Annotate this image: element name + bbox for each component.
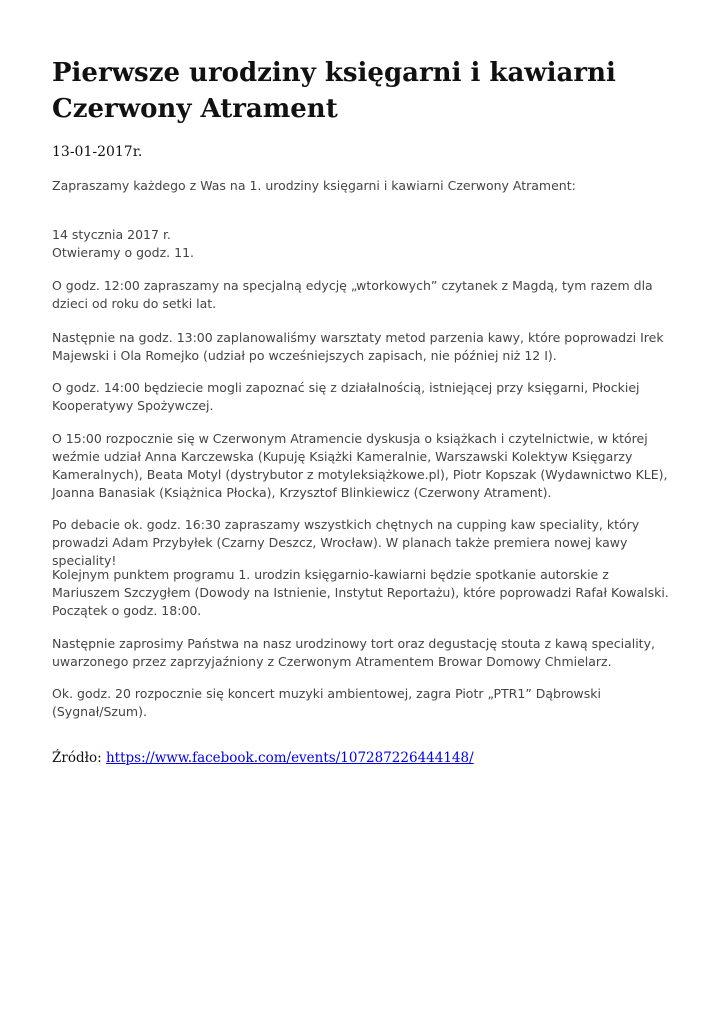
paragraph-7: Następnie zaprosimy Państwa na nasz urodzinowy tort oraz degustację stouta z kawą speciality, uwarzonego przez zaprzyjaźniony z Czerwonym Atramentem Browar Domowy Chmielarz. bbox=[52, 636, 655, 669]
paragraph-3: O godz. 14:00 będziecie mogli zapoznać się z działalnością, istniejącej przy księgarni, Płockiej Kooperatywy Spożywczej. bbox=[52, 380, 640, 413]
source-label: Źródło: bbox=[52, 750, 102, 766]
source-link[interactable]: https://www.facebook.com/events/107287226444148/ bbox=[105, 750, 474, 766]
intro-paragraph: Zapraszamy każdego z Was na 1. urodziny księgarni i kawiarni Czerwony Atrament: bbox=[52, 178, 576, 193]
page-title: Pierwsze urodziny księgarni i kawiarni Czerwony Atrament bbox=[52, 58, 616, 124]
paragraph-5: Po debacie ok. godz. 16:30 zapraszamy wszystkich chętnych na cupping kaw speciality, który prowadzi Adam Przybyłek (Czarny Deszcz, Wrocław). W planach także premiera nowej kawy speciality! bbox=[52, 517, 640, 568]
paragraph-2: Następnie na godz. 13:00 zaplanowaliśmy warsztaty metod parzenia kawy, które poprowadzi Irek Majewski i Ola Romejko (udział po wcześniejszych zapisach, nie później niż 12 I). bbox=[52, 330, 664, 363]
article bbox=[52, 55, 677, 766]
event-date: 14 stycznia 2017 r. bbox=[52, 227, 171, 242]
event-info bbox=[52, 226, 677, 262]
paragraph-8: Ok. godz. 20 rozpocznie się koncert muzyki ambientowej, zagra Piotr „PTR1” Dąbrowski (Sygnał/Szum). bbox=[52, 686, 601, 719]
paragraph-6: Kolejnym punktem programu 1. urodzin księgarnio-kawiarni będzie spotkanie autorskie z Mariuszem Szczygłem (Dowody na Istnienie, Instytut Reportażu), które poprowadzi Rafał Kowalski. Początek o godz. 18:00. bbox=[52, 567, 669, 618]
paragraph-4: O 15:00 rozpocznie się w Czerwonym Atramencie dyskusja o książkach i czytelnictwie, w której weźmie udział Anna Karczewska (Kupuję Książki Kameralnie, Warszawski Kolektyw Księgarzy Kameralnych), Beata Motyl (dystrybutor z motyleksiążkowe.pl), Piotr Kopszak (Wydawnictwo KLE), Joanna Banasiak (Książnica Płocka), Krzysztof Blinkiewicz (Czerwony Atrament). bbox=[52, 431, 668, 500]
opening-time: Otwieramy o godz. 11. bbox=[52, 245, 194, 260]
paragraph-1: O godz. 12:00 zapraszamy na specjalną edycję „wtorkowych” czytanek z Magdą, tym razem dla dzieci od roku do setki lat. bbox=[52, 278, 653, 311]
article-date: 13-01-2017r. bbox=[52, 144, 143, 160]
source-line bbox=[52, 750, 474, 766]
